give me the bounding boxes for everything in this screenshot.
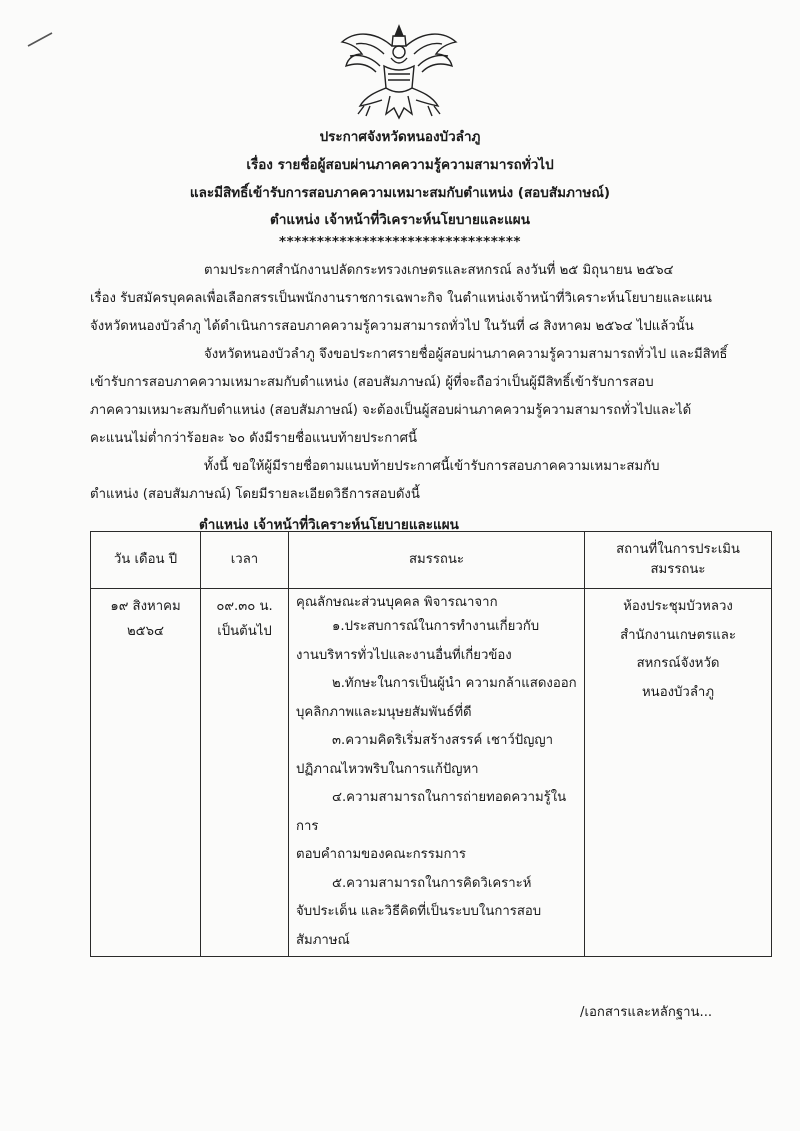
asterisk-divider: ******************************** [279,234,521,250]
competency-intro: คุณลักษณะส่วนบุคคล พิจารณาจาก [296,595,498,610]
para1-line2: เรื่อง รับสมัครบุคคลเพื่อเลือกสรรเป็นพนักงานราชการเฉพาะกิจ ในตำแหน่งเจ้าหน้าที่วิเคราะห์นโยบายและแผน [90,291,712,306]
place-line4: หนองบัวลำภู [641,684,715,700]
cell-place [585,589,772,957]
competency-item-2-line1: ๒.ทักษะในการเป็นผู้นำ ความกล้าแสดงออก [332,676,577,691]
header-competency: สมรรถนะ [289,532,585,589]
table-title: ตำแหน่ง เจ้าหน้าที่วิเคราะห์นโยบายและแผน [199,517,459,533]
header-place-line1: สถานที่ในการประเมิน [616,542,740,557]
subject-line-2: และมีสิทธิ์เข้ารับการสอบภาคความเหมาะสมกับตำแหน่ง (สอบสัมภาษณ์) [189,185,611,201]
competency-item-3-line1: ๓.ความคิดริเริ่มสร้างสรรค์ เชาว์ปัญญา [332,733,554,748]
cell-competency [289,589,585,957]
position-line: ตำแหน่ง เจ้าหน้าที่วิเคราะห์นโยบายและแผน [270,212,530,228]
para1-line3: จังหวัดหนองบัวลำภู ได้ดำเนินการสอบภาคความรู้ความสามารถทั่วไป ในวันที่ ๘ สิงหาคม ๒๕๖๔ ไปแล้วนั้น [90,319,694,334]
para2-line4: คะแนนไม่ต่ำกว่าร้อยละ ๖๐ ดังมีรายชื่อแนบท้ายประกาศนี้ [90,431,418,446]
competency-item-3-line2: ปฏิภาณไหวพริบในการแก้ปัญหา [296,761,479,777]
para3-line1: ทั้งนี้ ขอให้ผู้มีรายชื่อตามแนบท้ายประกาศนี้เข้ารับการสอบภาคความเหมาะสมกับ [204,459,660,474]
garuda-emblem-icon [336,22,462,122]
date-line1: ๑๙ สิงหาคม [110,599,181,614]
competency-item-4-line1: ๔.ความสามารถในการถ่ายทอดความรู้ในการ [296,790,567,834]
para3-line2: ตำแหน่ง (สอบสัมภาษณ์) โดยมีรายละเอียดวิธีการสอบดังนี้ [90,487,420,502]
header-date: วัน เดือน ปี [91,532,201,589]
competency-item-1-line1: ๑.ประสบการณ์ในการทำงานเกี่ยวกับ [332,619,540,634]
header-time: เวลา [201,532,289,589]
competency-item-2-line2: บุคลิกภาพและมนุษยสัมพันธ์ที่ดี [296,704,472,720]
schedule-table [90,531,772,957]
announcement-title: ประกาศจังหวัดหนองบัวลำภู [319,129,481,145]
place-line2: สำนักงานเกษตรและ [620,627,736,643]
place-line1: ห้องประชุมบัวหลวง [623,599,733,614]
time-line2: เป็นต้นไป [217,623,272,639]
table-row [91,589,772,957]
table-header-row [91,532,772,589]
date-line2: ๒๕๖๔ [126,623,165,639]
place-line3: สหกรณ์จังหวัด [636,656,720,671]
cell-date [91,589,201,957]
continuation-note: /เอกสารและหลักฐาน... [580,1005,713,1020]
scan-slash-mark [26,30,56,50]
para1-line1: ตามประกาศสำนักงานปลัดกระทรวงเกษตรและสหกรณ์ ลงวันที่ ๒๕ มิถุนายน ๒๕๖๔ [204,263,674,278]
time-line1: ๐๙.๓๐ น. [216,599,273,614]
para2-line1: จังหวัดหนองบัวลำภู จึงขอประกาศรายชื่อผู้สอบผ่านภาคความรู้ความสามารถทั่วไป และมีสิทธิ์ [204,347,728,362]
competency-item-5-line3: สัมภาษณ์ [296,932,350,948]
competency-item-5-line2: จับประเด็น และวิธีคิดที่เป็นระบบในการสอบ [296,904,542,919]
subject-line: เรื่อง รายชื่อผู้สอบผ่านภาคความรู้ความสามารถทั่วไป [246,157,554,173]
cell-time [201,589,289,957]
header-place-line2: สมรรถนะ [650,562,706,577]
competency-item-4-line2: ตอบคำถามของคณะกรรมการ [296,847,466,862]
para2-line2: เข้ารับการสอบภาคความเหมาะสมกับตำแหน่ง (สอบสัมภาษณ์) ผู้ที่จะถือว่าเป็นผู้มีสิทธิ์เข้ารับการสอบ [90,375,654,390]
header-place [585,532,772,589]
para2-line3: ภาคความเหมาะสมกับตำแหน่ง (สอบสัมภาษณ์) จะต้องเป็นผู้สอบผ่านภาคความรู้ความสามารถทั่วไปและได้ [90,403,692,418]
competency-item-5-line1: ๕.ความสามารถในการคิดวิเคราะห์ [332,875,532,891]
competency-item-1-line2: งานบริหารทั่วไปและงานอื่นที่เกี่ยวข้อง [296,647,512,663]
